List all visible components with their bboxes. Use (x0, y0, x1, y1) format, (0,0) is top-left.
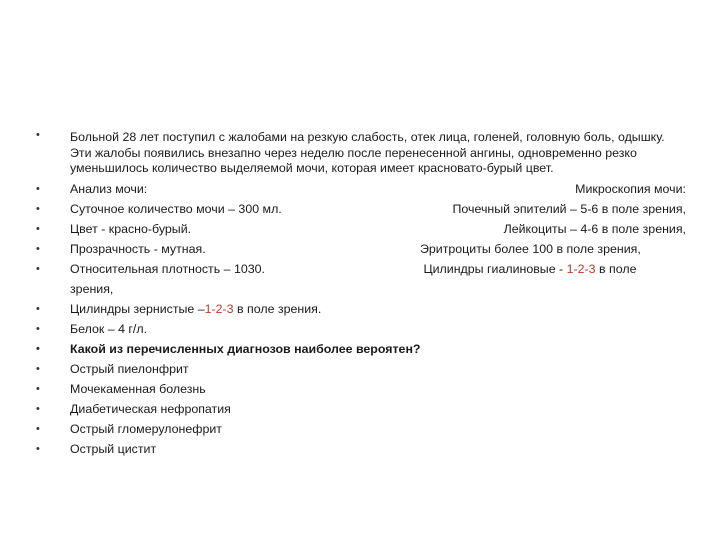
leukocytes: Лейкоциты – 4-6 в поле зрения, (503, 221, 686, 236)
urine-color: • Цвет - красно-бурый. (70, 221, 192, 236)
granular-casts-value: 1-2-3 (204, 301, 234, 316)
hyaline-casts-continuation: зрения, (70, 281, 114, 296)
answer-option[interactable]: • Диабетическая нефропатия (36, 399, 686, 419)
answer-option[interactable]: • Мочекаменная болезнь (36, 379, 686, 399)
hyaline-casts: Цилиндры гиалиновые - 1-2-3 в поле (423, 261, 637, 276)
case-description: • Больной 28 лет поступил с жалобами на резкую слабость, отек лица, голеней, головную боль, одышку. Эти жалобы появились внезапно через неделю после перенесенной ангины, одновременно резко уменьшилось количество выделяемой мочи, которая имеет красновато-бурый цвет. (36, 128, 686, 179)
answer-option[interactable]: • Острый цистит (36, 439, 686, 459)
microscopy-title: Микроскопия мочи: (575, 181, 686, 196)
daily-volume: • Суточное количество мочи – 300 мл. (70, 201, 282, 216)
urine-row-color (36, 219, 686, 239)
hyaline-casts-value: 1-2-3 (566, 261, 596, 276)
urine-row-density (36, 259, 686, 279)
answer-option[interactable]: • Острый гломерулонефрит (36, 419, 686, 439)
urine-analysis-title: • Анализ мочи: (70, 181, 148, 196)
urine-row-daily (36, 199, 686, 219)
question: • Какой из перечисленных диагнозов наиболее вероятен? (36, 339, 686, 359)
urine-clarity: • Прозрачность - мутная. (70, 241, 206, 256)
answer-option[interactable]: • Острый пиелонфрит (36, 359, 686, 379)
renal-epithelium: Почечный эпителий – 5-6 в поле зрения, (452, 201, 686, 216)
specific-gravity: • Относительная плотность – 1030. (70, 261, 265, 276)
urine-analysis-header (36, 179, 686, 199)
urine-row-clarity (36, 239, 686, 259)
bullet-list (36, 128, 686, 459)
erythrocytes: Эритроциты более 100 в поле зрения, (420, 241, 641, 256)
granular-casts: • Цилиндры зернистые –1-2-3 в поле зрения. (36, 299, 686, 319)
protein: • Белок – 4 г/л. (36, 319, 686, 339)
